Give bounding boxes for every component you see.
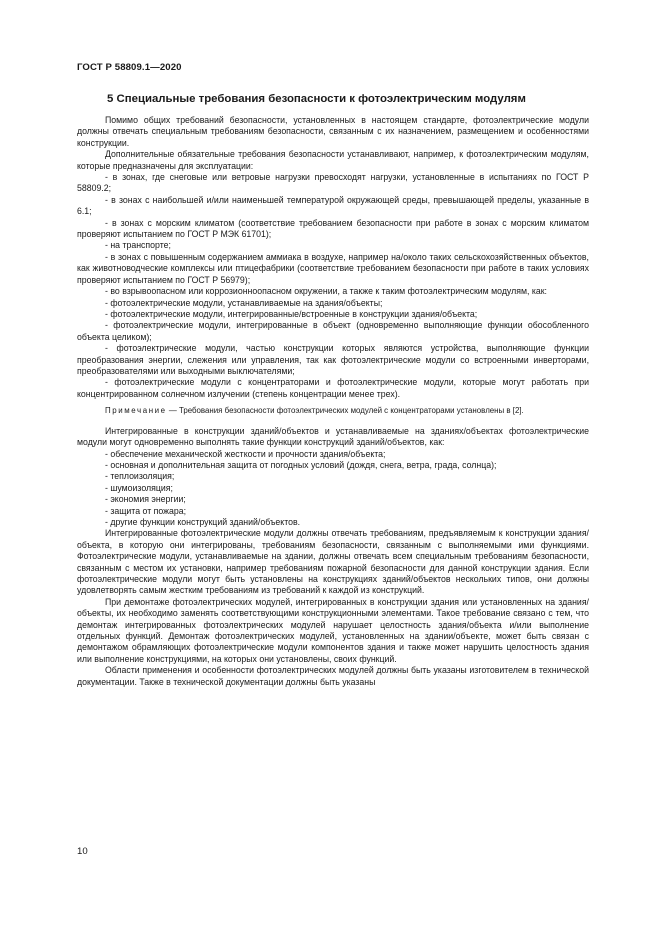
list-item: - другие функции конструкций зданий/объектов. <box>105 517 301 527</box>
paragraph-1: Помимо общих требований безопасности, установленных в настоящем стандарте, фотоэлектрические модули должны отвечать специальным требованиям безопасности, связанным с их назначением, размещением и особенностями конструкции. <box>77 115 589 148</box>
paragraph-6: Области применения и особенности фотоэлектрических модулей должны быть указаны изготовителем в технической документации. Также в технической документации должны быть указаны <box>77 665 589 687</box>
list-item: - фотоэлектрические модули, устанавливаемые на здания/объекты; <box>105 297 383 308</box>
list-item: - теплоизоляция; <box>105 471 175 482</box>
page-number: 10 <box>77 846 88 857</box>
list-item: - в зонах с морским климатом (соответствие требованием безопасности при работе в зонах с морским климатом проверяют испытанием по ГОСТ Р МЭК 61701); <box>77 217 589 240</box>
list-item: - в зонах с повышенным содержанием аммиака в воздухе, например на/около таких сельскохозяйственных объектов, как животноводческие комплексы или птицефабрики (соответствие требованием безопасности при работе в таких условиях проверяют испытанием по ГОСТ Р 56979); <box>77 251 589 285</box>
list-item: - фотоэлектрические модули, частью конструкции которых являются устройства, выполняющие функции преобразования энергии, слежения или управления, так как фотоэлектрические модули со встроенными инверторами, преобразователями или выходными выключателями; <box>77 343 589 376</box>
note-text: — Требования безопасности фотоэлектрических модулей с концентраторами установлены в [2]. <box>166 406 524 416</box>
list-item: - фотоэлектрические модули, интегрированные/встроенные в конструкции здания/объекта; <box>105 308 478 319</box>
paragraph-2: Дополнительные обязательные требования безопасности устанавливают, например, к фотоэлектрическим модулям, которые предназначены для эксплуатации: <box>77 149 589 171</box>
list-item: - обеспечение механической жесткости и прочности здания/объекта; <box>105 448 386 459</box>
list-item: - защита от пожара; <box>105 505 187 516</box>
note <box>77 406 589 417</box>
paragraph-3: Интегрированные в конструкции зданий/объектов и устанавливаемые на зданиях/объектах фотоэлектрические модули могут одновременно выполнять такие функции конструкций зданий/объектов, как: <box>77 425 589 448</box>
list-item: - шумоизоляция; <box>105 482 173 493</box>
section-title: 5 Специальные требования безопасности к фотоэлектрическим модулям <box>107 93 526 105</box>
functions-list <box>77 449 589 529</box>
list-item: - фотоэлектрические модули, интегрированные в объект (одновременно выполняющие функции обособленного объекта целиком); <box>77 320 589 342</box>
list-item: - в зонах с наибольшей и/или наименьшей температурой окружающей среды, превышающей пределы, указанные в 6.1; <box>77 194 589 217</box>
page-content <box>77 92 589 688</box>
list-item: - основная и дополнительная защита от погодных условий (дождя, снега, ветра, града, солнца); <box>105 459 497 470</box>
document-header: ГОСТ Р 58809.1—2020 <box>77 62 182 73</box>
paragraph-4: Интегрированные фотоэлектрические модули должны отвечать требованиям, предъявляемым к конструкции здания/объекта, в которую они интегрированы, требованиям безопасности, связанным с выполняемыми ими функциями. Фотоэлектрические модули, устанавливаемые на здании, должны отвечать всем специальным требованиям безопасности, связанным с местом их установки, например требованиям пожарной безопасности для данной конструкции здания. Если фотоэлектрические модули могут быть установлены на конструкциях зданий/объектов нескольких типов, они должны удовлетворять самым жестким требованиям из требований к каждой из конструкций. <box>77 528 589 596</box>
list-item: - фотоэлектрические модули с концентраторами и фотоэлектрические модули, которые могут работать при концентрированном солнечном излучении (степень концентрации менее трех). <box>77 377 589 399</box>
list-item: - в зонах, где снеговые или ветровые нагрузки превосходят нагрузки, установленные в испытаниях по ГОСТ Р 58809.2; <box>77 172 589 194</box>
paragraph-5: При демонтаже фотоэлектрических модулей, интегрированных в конструкции здания или установленных на здания/объекты, их необходимо заменять соответствующими конструкционными элементами. Такое требование связано с тем, что демонтаж интегрированных фотоэлектрических модулей нарушает целостность здания/объекта и/или выполнение отдельных функций. Демонтаж фотоэлектрических модулей, установленных на здании/объекте, может быть связан с демонтажом обрамляющих фотоэлектрические модули компонентов здания и также может нарушить целостность здания или выполнение конструкциями, на которых они установлены, своих функций. <box>77 596 589 664</box>
note-label: Примечание <box>105 406 167 416</box>
list-item: - на транспорте; <box>105 240 171 251</box>
conditions-list <box>77 172 589 400</box>
list-item: - экономия энергии; <box>105 494 186 505</box>
list-item: - во взрывоопасном или коррозионноопасном окружении, а также к таким фотоэлектрическим модулям, как: <box>105 286 547 297</box>
